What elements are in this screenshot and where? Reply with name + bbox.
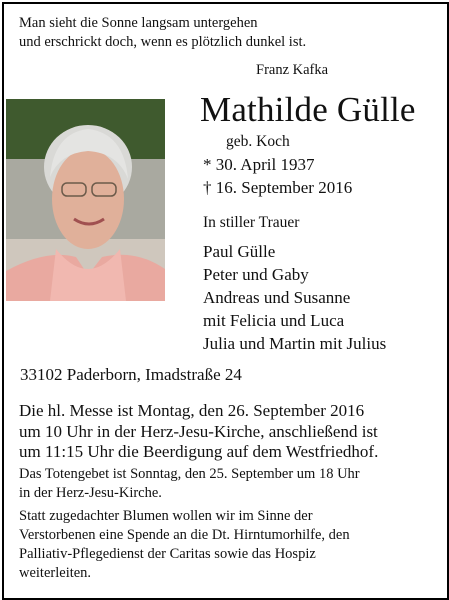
prayer-line: Das Totengebet ist Sonntag, den 25. September um 18 Uhr [19, 466, 360, 482]
quote-line-2: und erschrickt doch, wenn es plötzlich dunkel ist. [19, 34, 307, 50]
deceased-name: Mathilde Gülle [200, 90, 416, 129]
prayer-line: in der Herz-Jesu-Kirche. [19, 485, 162, 501]
birth-date: * 30. April 1937 [203, 155, 315, 174]
donation-line: Palliativ-Pflegedienst der Caritas sowie das Hospiz [19, 546, 316, 562]
family-address: 33102 Paderborn, Imadstraße 24 [20, 365, 242, 384]
mass-line: um 10 Uhr in der Herz-Jesu-Kirche, anschließend ist [19, 421, 378, 441]
donation-note [19, 507, 350, 583]
mourner-line: Julia und Martin mit Julius [203, 334, 387, 353]
mass-line: um 11:15 Uhr die Beerdigung auf dem Westfriedhof. [19, 442, 379, 461]
prayer-announcement [19, 465, 360, 503]
donation-line: Statt zugedachter Blumen wollen wir im Sinne der [19, 508, 313, 524]
mourner-line: mit Felicia und Luca [203, 311, 345, 330]
obituary-notice [2, 2, 449, 600]
mourner-line: Andreas und Susanne [203, 288, 351, 307]
birth-name: geb. Koch [226, 133, 290, 150]
mass-announcement [19, 401, 378, 463]
mourner-line: Paul Gülle [203, 242, 276, 261]
portrait-image [6, 99, 165, 301]
mourning-heading: In stiller Trauer [203, 214, 300, 231]
portrait-photo [6, 99, 165, 301]
mass-line: Die hl. Messe ist Montag, den 26. September 2016 [19, 401, 365, 420]
quote-author: Franz Kafka [256, 62, 329, 78]
quote-line-1: Man sieht die Sonne langsam untergehen [19, 15, 258, 31]
donation-line: Verstorbenen eine Spende an die Dt. Hirntumorhilfe, den [19, 527, 350, 543]
donation-line: weiterleiten. [19, 565, 92, 581]
mourner-line: Peter und Gaby [203, 265, 309, 284]
death-date: † 16. September 2016 [203, 178, 353, 197]
